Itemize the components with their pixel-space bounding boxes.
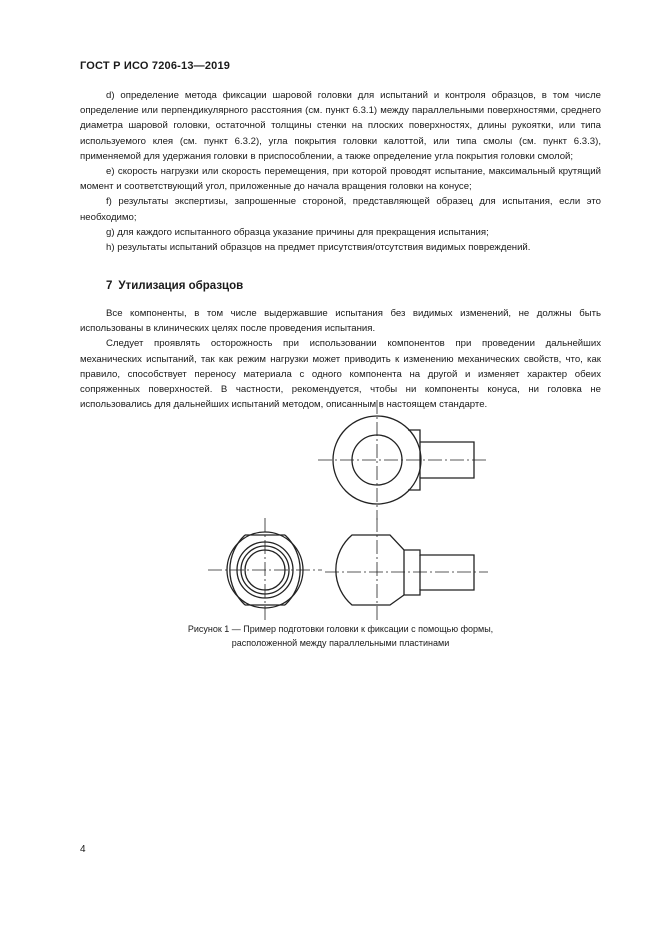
top-view: [318, 400, 486, 520]
front-view: [208, 518, 322, 622]
list-item-e: e) скорость нагрузки или скорость перемещения, при которой проводят испытание, максимальный крутящий момент и соответствующий угол, приложенные до начала вращения головки на конусе;: [80, 166, 601, 193]
caption-line-2: расположенной между параллельными пластинами: [231, 638, 450, 648]
side-view: [325, 518, 488, 622]
section-paragraph-1: Все компоненты, в том числе выдержавшие испытания без видимых изменений, не должны быть использованы в клинических целях после проведения испытания.: [80, 308, 601, 335]
section-paragraph-2: Следует проявлять осторожность при использовании компонентов при проведении дальнейших механических испытаний, так как режим нагрузки может приводить к изменению механических свойств, что, как правило, способствует переносу материала с одного компонента на другой и изменяет характер обеих сопряженных поверхностей. В частности, рекомендуется, чтобы ни компоненты конуса, ни головка не использовались для дальнейших испытаний методом, описанным в настоящем стандарте.: [80, 338, 601, 411]
list-item-d: d) определение метода фиксации шаровой головки для испытаний и контроля образцов, в том числе определение или перпендикулярного расстояния (см. пункт 6.3.1) между параллельными поверхностями, среднего диаметра шаровой головки, остаточной толщины стенки на плоских поверхностях, длины рукоятки, или типа используемого клея (см. пункт 6.3.2), угла покрытия головки калоттой, или типа смолы (см. пункт 6.3.3), применяемой для удержания головки в приспособлении, а также определение угла покрытия головки смолой;: [80, 90, 601, 162]
figure-caption: [80, 622, 601, 650]
page-number: 4: [80, 844, 86, 855]
list-item-h: h) результаты испытаний образцов на предмет присутствия/отсутствия видимых повреждений.: [106, 242, 531, 254]
document-header: ГОСТ Р ИСО 7206-13—2019: [80, 60, 231, 72]
section-heading: [106, 280, 249, 292]
requirements-list: [80, 88, 601, 255]
section-title: Утилизация образцов: [118, 280, 244, 292]
caption-line-1: Рисунок 1 — Пример подготовки головки к фиксации с помощью формы,: [187, 624, 494, 634]
section-number: 7: [106, 280, 113, 292]
section-body: [80, 306, 601, 412]
list-item-g: g) для каждого испытанного образца указание причины для прекращения испытания;: [106, 226, 489, 238]
list-item-f: f) результаты экспертизы, запрошенные стороной, представляющей образец для испытания, если это необходимо;: [80, 196, 601, 223]
